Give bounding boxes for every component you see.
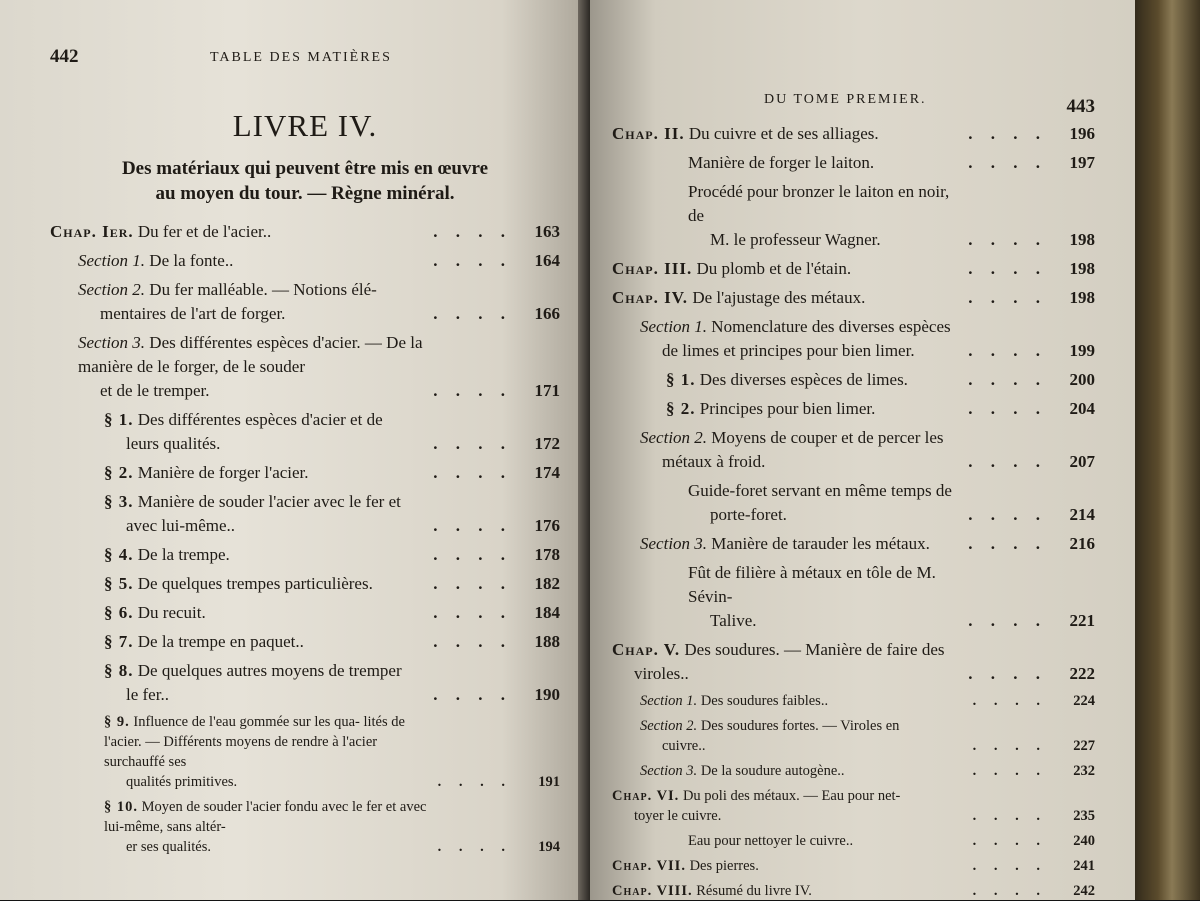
toc-page-number: 178 [534,545,560,564]
toc-entry [50,659,560,707]
dot-leader: . . . . [972,833,1047,849]
toc-page-number: 194 [538,839,560,855]
toc-entry-label: Section 1. [640,693,698,709]
toc-entry-text [104,630,427,654]
toc-page-number: 174 [534,463,560,482]
toc-entry-title: Guide-foret servant en même temps de [688,481,952,500]
dot-leader: . . . . [433,574,512,593]
toc-entry-label: Section 1. [640,317,708,336]
toc-entry [612,532,1095,556]
right-running-head [612,92,1095,122]
toc-entry [612,257,1095,281]
toc-page-number: 164 [534,251,560,270]
toc-entry-text [640,426,962,474]
toc-entry-label: § 8. [104,661,134,680]
toc-entry [612,180,1095,252]
book-cover-edge [1130,0,1200,900]
toc-entry [612,716,1095,756]
dot-leader: . . . . [968,230,1047,249]
toc-entry-title: Nomenclature des diverses espèces [711,317,951,336]
toc-entry-title: Fût de filière à métaux en tôle de M. Sévin- [688,563,936,606]
toc-page-number: 182 [534,574,560,593]
toc-entry-title: Des soudures. — Manière de faire des [684,640,945,659]
toc-entry-text [78,331,427,403]
dot-leader: . . . . [433,463,512,482]
toc-entry [612,368,1095,392]
toc-entry-text [104,408,427,456]
toc-entry-text [688,561,962,633]
toc-entry [612,151,1095,175]
toc-page-number: 242 [1073,883,1095,899]
toc-page-number: 216 [1069,534,1095,553]
toc-entry [50,601,560,625]
toc-entry-title: Des soudures fortes. — Viroles en [700,718,900,734]
toc-entry-text [104,490,427,538]
toc-page-number: 188 [534,632,560,651]
toc-entry-title: Moyen de souder l'acier fondu avec le fer et avec lui-même, sans altér- [104,799,427,835]
toc-entry [612,856,1095,876]
toc-entry [612,881,1095,901]
toc-entry-continuation: cuivre.. [662,738,706,754]
toc-entry [50,572,560,596]
toc-entry-text [612,856,967,876]
toc-entry-label: § 7. [104,632,134,651]
toc-entry-title: De la soudure autogène.. [700,763,845,779]
toc-entry-title: Manière de tarauder les métaux. [711,534,930,553]
toc-entry-title: Manière de forger le laiton. [688,153,875,172]
toc-entry-label: § 2. [666,399,696,418]
dot-leader: . . . . [968,664,1047,683]
left-running-head [50,48,560,78]
toc-entry-title: De la trempe en paquet.. [137,632,304,651]
toc-page-number: 214 [1069,505,1095,524]
dot-leader: . . . . [968,452,1047,471]
toc-entry-text [50,220,427,244]
toc-entry-text [688,151,962,175]
book-subtitle [50,156,560,206]
toc-entry-title: Des différentes espèces d'acier et de [137,410,383,429]
dot-leader: . . . . [433,222,512,241]
toc-entry-label: § 5. [104,574,134,593]
left-page-number: 442 [50,46,79,67]
toc-entry-continuation: leurs qualités. [126,434,221,453]
toc-entry-continuation: le fer.. [126,685,169,704]
toc-entry [50,543,560,567]
dot-leader: . . . . [433,603,512,622]
dot-leader: . . . . [437,774,512,790]
toc-page-number: 191 [538,774,560,790]
toc-entry-title: Du fer malléable. — Notions élé- [149,280,377,299]
toc-entry [50,331,560,403]
dot-leader: . . . . [433,251,512,270]
toc-entry-title: Principes pour bien limer. [699,399,876,418]
toc-page-number: 241 [1073,858,1095,874]
subtitle-line: au moyen du tour. — Règne minéral. [155,183,455,204]
toc-entry [612,786,1095,826]
toc-page-number: 224 [1073,693,1095,709]
toc-page-number: 196 [1069,124,1095,143]
toc-entry-label: § 1. [666,370,696,389]
toc-entry-text [104,712,432,792]
toc-entry [612,691,1095,711]
toc-entry-continuation: Talive. [710,611,757,630]
toc-entry [50,797,560,857]
toc-page-number: 176 [534,516,560,535]
dot-leader: . . . . [433,381,512,400]
toc-page-number: 222 [1069,664,1095,683]
toc-entry-text [78,249,427,273]
toc-page-number: 184 [534,603,560,622]
toc-page-number: 200 [1069,370,1095,389]
dot-leader: . . . . [968,505,1047,524]
toc-entry-title: Des pierres. [689,858,759,874]
toc-entry-label: Chap. VII. [612,858,686,874]
toc-entry-text [640,716,967,756]
toc-entry-continuation: mentaires de l'art de forger. [100,304,286,323]
dot-leader: . . . . [968,259,1047,278]
toc-entry [50,249,560,273]
toc-page-number: 198 [1069,230,1095,249]
toc-page-number: 198 [1069,259,1095,278]
dot-leader: . . . . [433,304,512,323]
toc-page-number: 235 [1073,808,1095,824]
toc-entry [612,761,1095,781]
right-page-number: 443 [1066,96,1095,117]
toc-entry [50,278,560,326]
dot-leader: . . . . [972,858,1047,874]
toc-entry-text [640,691,967,711]
toc-entry-title: Eau pour nettoyer le cuivre.. [688,833,854,849]
toc-entry [50,490,560,538]
toc-entry-text [612,786,967,826]
dot-leader: . . . . [972,763,1047,779]
dot-leader: . . . . [968,534,1047,553]
toc-entry [612,397,1095,421]
toc-page-number: 163 [534,222,560,241]
dot-leader: . . . . [972,738,1047,754]
toc-entry [612,831,1095,851]
toc-entry-continuation: avec lui-même.. [126,516,236,535]
toc-entry [50,220,560,244]
toc-entry-text [104,797,432,857]
toc-entry-label: Chap. II. [612,124,685,143]
toc-entry-label: Chap. VIII. [612,883,693,899]
dot-leader: . . . . [437,839,512,855]
dot-leader: . . . . [968,288,1047,307]
dot-leader: . . . . [972,883,1047,899]
left-page [0,0,590,900]
toc-entry-title: Influence de l'eau gommée sur les qua- lités de l'acier. — Différents moyens de rendre à l'acier surchauffé ses [104,714,405,770]
toc-page-number: 204 [1069,399,1095,418]
toc-entry [612,122,1095,146]
toc-entry-text [104,543,427,567]
toc-entry [50,408,560,456]
toc-entry-title: De l'ajustage des métaux. [692,288,866,307]
dot-leader: . . . . [968,153,1047,172]
dot-leader: . . . . [968,341,1047,360]
toc-entry-label: Chap. V. [612,640,681,659]
dot-leader: . . . . [968,399,1047,418]
toc-entry [612,638,1095,686]
toc-entry-continuation: porte-foret. [710,505,787,524]
toc-entry-title: Du fer et de l'acier.. [137,222,272,241]
toc-entry-label: § 4. [104,545,134,564]
subtitle-line: Des matériaux qui peuvent être mis en œuvre [121,158,489,179]
toc-entry-title: Des diverses espèces de limes. [699,370,908,389]
dot-leader: . . . . [972,808,1047,824]
toc-entry [50,712,560,792]
toc-entry-text [666,368,962,392]
toc-entry-title: Du cuivre et de ses alliages. [688,124,879,143]
toc-entry-title: Du plomb et de l'étain. [696,259,852,278]
toc-entry [50,630,560,654]
toc-entry-continuation: de limes et principes pour bien limer. [662,341,915,360]
toc-entry-continuation: et de le tremper. [100,381,210,400]
dot-leader: . . . . [433,545,512,564]
toc-entry-title: De la fonte.. [149,251,234,270]
toc-entry-continuation: métaux à froid. [662,452,766,471]
toc-entry-label: Section 3. [640,763,698,779]
left-toc-list [50,220,560,857]
toc-page-number: 240 [1073,833,1095,849]
toc-entry-continuation: viroles.. [634,664,689,683]
toc-entry-text [612,286,962,310]
dot-leader: . . . . [433,632,512,651]
toc-entry-text [104,601,427,625]
toc-page-number: 166 [534,304,560,323]
toc-entry-title: Procédé pour bronzer le laiton en noir, de [688,182,950,225]
toc-entry-label: § 1. [104,410,134,429]
toc-entry-label: § 2. [104,463,134,482]
toc-entry-label: Section 1. [78,251,146,270]
toc-entry-label: § 6. [104,603,134,622]
toc-entry-text [688,831,967,851]
toc-entry-title: Des soudures faibles.. [700,693,829,709]
toc-entry-continuation: qualités primitives. [126,774,238,790]
right-page [590,0,1135,900]
toc-entry-text [666,397,962,421]
left-running-title: TABLE DES MATIÈRES [210,50,392,65]
toc-entry-label: § 3. [104,492,134,511]
toc-entry-text [640,532,962,556]
toc-page-number: 190 [534,685,560,704]
toc-entry-text [688,180,962,252]
toc-entry-title: De quelques trempes particulières. [137,574,373,593]
toc-entry-continuation: toyer le cuivre. [634,808,722,824]
toc-entry-text [612,122,962,146]
toc-entry-text [612,881,967,901]
toc-entry-title: Résumé du livre IV. [696,883,812,899]
toc-page-number: 227 [1073,738,1095,754]
toc-entry-text [104,461,427,485]
dot-leader: . . . . [433,516,512,535]
toc-entry-label: Section 2. [78,280,146,299]
toc-entry-text [104,659,427,707]
dot-leader: . . . . [972,693,1047,709]
toc-entry-title: Moyens de couper et de percer les [711,428,944,447]
toc-entry [612,479,1095,527]
toc-entry-label: § 9. [104,714,130,730]
toc-page-number: 232 [1073,763,1095,779]
book-heading: LIVRE IV. [232,108,378,143]
toc-entry-text [640,761,967,781]
toc-entry [50,461,560,485]
toc-entry-label: Chap. Ier. [50,222,134,241]
dot-leader: . . . . [968,124,1047,143]
toc-entry-label: § 10. [104,799,138,815]
toc-entry-title: Du recuit. [137,603,206,622]
toc-entry-label: Section 3. [640,534,708,553]
toc-entry [612,286,1095,310]
toc-page-number: 171 [534,381,560,400]
toc-page-number: 199 [1069,341,1095,360]
toc-entry-text [104,572,427,596]
toc-entry-label: Chap. III. [612,259,693,278]
toc-entry-text [688,479,962,527]
toc-page-number: 172 [534,434,560,453]
dot-leader: . . . . [433,434,512,453]
toc-page-number: 198 [1069,288,1095,307]
toc-entry [612,426,1095,474]
toc-entry-continuation: er ses qualités. [126,839,211,855]
toc-entry-title: De la trempe. [137,545,230,564]
toc-page-number: 221 [1069,611,1095,630]
toc-entry-text [640,315,962,363]
dot-leader: . . . . [968,370,1047,389]
toc-entry-title: Des différentes espèces d'acier. — De la manière de le forger, de le souder [78,333,423,376]
toc-entry-label: Chap. IV. [612,288,689,307]
toc-entry-title: Manière de forger l'acier. [137,463,309,482]
dot-leader: . . . . [433,685,512,704]
toc-entry-continuation: M. le professeur Wagner. [710,230,881,249]
dot-leader: . . . . [968,611,1047,630]
toc-entry-title: Du poli des métaux. — Eau pour net- [682,788,901,804]
toc-page-number: 197 [1069,153,1095,172]
right-running-title: DU TOME PREMIER. [764,92,927,107]
toc-entry-label: Section 2. [640,718,698,734]
toc-entry-text [78,278,427,326]
toc-entry-title: Manière de souder l'acier avec le fer et [137,492,401,511]
toc-entry-label: Section 3. [78,333,146,352]
toc-entry-text [612,257,962,281]
toc-entry [612,561,1095,633]
toc-entry-label: Chap. VI. [612,788,680,804]
toc-page-number: 207 [1069,452,1095,471]
toc-entry-text [612,638,962,686]
right-toc-list [612,122,1095,901]
toc-entry [612,315,1095,363]
toc-entry-title: De quelques autres moyens de tremper [137,661,402,680]
toc-entry-label: Section 2. [640,428,708,447]
